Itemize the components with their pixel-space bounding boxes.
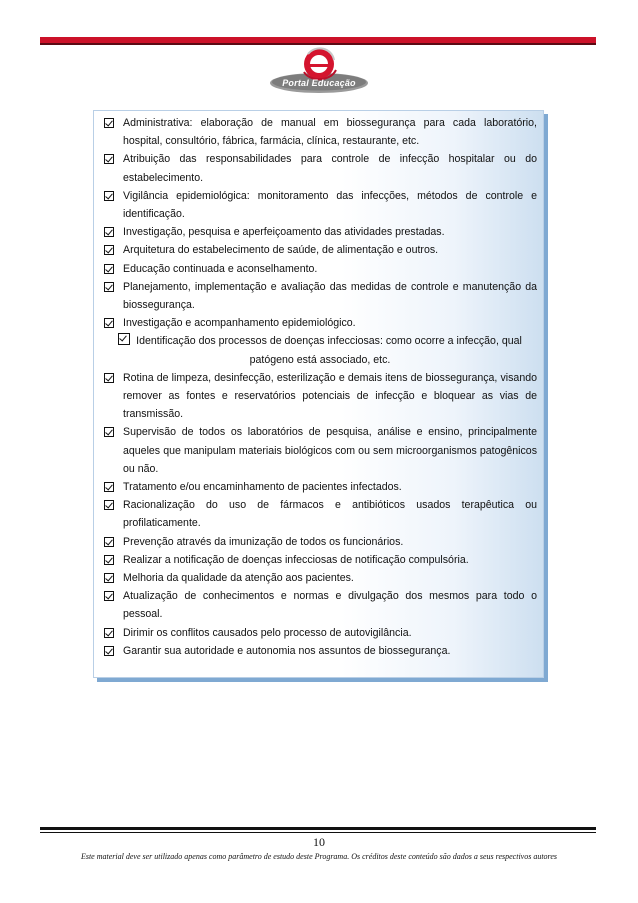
checkbox-icon	[104, 118, 114, 128]
list-item: Planejamento, implementação e avaliação das medidas de controle e manutenção da biossegurança.	[103, 278, 537, 314]
checkbox-icon	[104, 264, 114, 274]
list-item: Arquitetura do estabelecimento de saúde, de alimentação e outros.	[103, 241, 537, 259]
list-item: Atribuição das responsabilidades para controle de infecção hospitalar ou do estabelecimento.	[103, 150, 537, 186]
list-item: Tratamento e/ou encaminhamento de pacientes infectados.	[103, 478, 537, 496]
checkbox-icon	[104, 591, 114, 601]
portal-educacao-logo	[268, 46, 370, 94]
list-item: Vigilância epidemiológica: monitoramento das infecções, métodos de controle e identificação.	[103, 187, 537, 223]
list-item: Realizar a notificação de doenças infecciosas de notificação compulsória.	[103, 551, 537, 569]
list-item: Melhoria da qualidade da atenção aos pacientes.	[103, 569, 537, 587]
list-item: Supervisão de todos os laboratórios de pesquisa, análise e ensino, principalmente aqueles que manipulam materiais biológicos com ou sem microorganismos patogênicos ou não.	[103, 423, 537, 478]
list-item: Administrativa: elaboração de manual em biossegurança para cada laboratório, hospital, consultório, fábrica, farmácia, clínica, restaurante, etc.	[103, 114, 537, 150]
checkbox-icon	[104, 500, 114, 510]
list-item: Garantir sua autoridade e autonomia nos assuntos de biossegurança.	[103, 642, 537, 660]
page-number: 10	[313, 835, 325, 849]
list-item-centered: Identificação dos processos de doenças infecciosas: como ocorre a infecção, qual patógeno está associado, etc.	[103, 332, 537, 368]
checkbox-icon	[104, 373, 114, 383]
checklist	[103, 114, 537, 660]
checkbox-icon	[104, 154, 114, 164]
list-item: Rotina de limpeza, desinfecção, esterilização e demais itens de biossegurança, visando remover as fontes e reservatórios potenciais de infecção e bloquear as vias de transmissão.	[103, 369, 537, 424]
header-rule-shadow	[40, 43, 596, 45]
checkbox-icon	[104, 555, 114, 565]
checkbox-icon	[104, 427, 114, 437]
logo-text: Portal Educação	[282, 78, 356, 88]
list-item: Racionalização do uso de fármacos e antibióticos usados terapêutica ou profilaticamente.	[103, 496, 537, 532]
list-item: Dirimir os conflitos causados pelo processo de autovigilância.	[103, 624, 537, 642]
footer-rule	[40, 827, 596, 830]
list-item: Investigação, pesquisa e aperfeiçoamento das atividades prestadas.	[103, 223, 537, 241]
footer-note: Este material deve ser utilizado apenas como parâmetro de estudo deste Programa. Os créditos deste conteúdo são dados a seus respectivos autores	[80, 852, 558, 861]
checkbox-icon	[104, 573, 114, 583]
checkbox-icon	[118, 333, 130, 345]
checkbox-icon	[104, 318, 114, 328]
footer-rule-thin	[40, 832, 596, 833]
checkbox-icon	[104, 482, 114, 492]
checkbox-icon	[104, 628, 114, 638]
list-item: Investigação e acompanhamento epidemiológico.	[103, 314, 537, 332]
checkbox-icon	[104, 191, 114, 201]
checkbox-icon	[104, 245, 114, 255]
checkbox-icon	[104, 646, 114, 656]
checkbox-icon	[104, 537, 114, 547]
checkbox-icon	[104, 227, 114, 237]
checkbox-icon	[104, 282, 114, 292]
list-item: Prevenção através da imunização de todos os funcionários.	[103, 533, 537, 551]
list-item: Atualização de conhecimentos e normas e divulgação dos mesmos para todo o pessoal.	[103, 587, 537, 623]
list-item: Educação continuada e aconselhamento.	[103, 260, 537, 278]
